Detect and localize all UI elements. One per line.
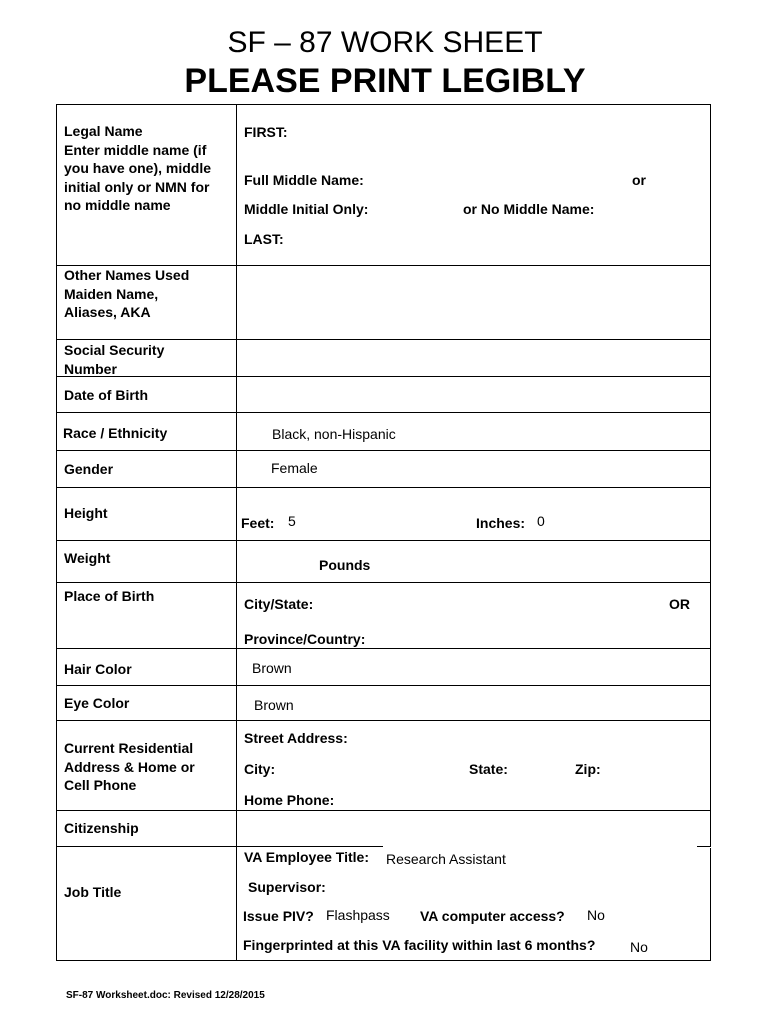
full-middle-name-field[interactable]: Full Middle Name: [244, 172, 364, 188]
citizenship-label: Citizenship [64, 820, 139, 836]
table-border-left [56, 104, 57, 961]
table-border-right-lower [710, 848, 711, 961]
or-label: OR [669, 596, 690, 612]
supervisor-field[interactable]: Supervisor: [248, 879, 326, 895]
race-value[interactable]: Black, non-Hispanic [272, 426, 396, 442]
city-state-field[interactable]: City/State: [244, 596, 314, 612]
zip-field[interactable]: Zip: [575, 761, 601, 777]
eye-color-value[interactable]: Brown [254, 697, 294, 713]
street-address-field[interactable]: Street Address: [244, 730, 348, 746]
middle-initial-field[interactable]: Middle Initial Only: [244, 201, 369, 217]
table-border-bottom [56, 960, 711, 961]
last-name-field[interactable]: LAST: [244, 231, 284, 247]
city-field[interactable]: City: [244, 761, 276, 777]
inches-value[interactable]: 0 [537, 513, 545, 529]
row-line [56, 540, 711, 541]
row-line [56, 685, 711, 686]
row-line [697, 846, 711, 847]
province-country-field[interactable]: Province/Country: [244, 631, 366, 647]
feet-label: Feet: [241, 515, 275, 531]
table-border-right [710, 104, 711, 846]
legal-name-label: Legal Name Enter middle name (if you have one), middle initial only or NMN for no middle name [64, 123, 212, 213]
row-line [56, 450, 711, 451]
dob-label: Date of Birth [64, 387, 148, 403]
height-label: Height [64, 505, 108, 521]
issue-piv-label: Issue PIV? [243, 908, 314, 924]
pounds-field[interactable]: Pounds [319, 557, 371, 573]
fingerprinted-value[interactable]: No [630, 939, 648, 955]
form-title: SF – 87 WORK SHEET [227, 26, 543, 59]
row-line [56, 648, 711, 649]
footer-revision: SF-87 Worksheet.doc: Revised 12/28/2015 [66, 990, 265, 1001]
hair-color-label: Hair Color [64, 661, 132, 677]
row-line [56, 720, 711, 721]
table-column-divider [236, 104, 237, 961]
weight-label: Weight [64, 550, 111, 566]
other-names-label: Other Names Used Maiden Name, Aliases, AKA [64, 267, 190, 320]
no-middle-name-field[interactable]: or No Middle Name: [463, 201, 595, 217]
row-line [56, 487, 711, 488]
or-label: or [632, 172, 646, 188]
issue-piv-value[interactable]: Flashpass [326, 907, 390, 923]
va-employee-title-label: VA Employee Title: [244, 849, 369, 865]
state-field[interactable]: State: [469, 761, 508, 777]
address-label: Current Residential Address & Home or Cell Phone [64, 740, 195, 793]
va-computer-access-value[interactable]: No [587, 907, 605, 923]
row-line [56, 412, 711, 413]
row-line [56, 104, 711, 105]
row-line [56, 582, 711, 583]
ssn-label: Social Security Number [64, 342, 165, 377]
place-of-birth-label: Place of Birth [64, 588, 155, 604]
gender-label: Gender [64, 461, 114, 477]
job-title-label: Job Title [64, 884, 122, 900]
hair-color-value[interactable]: Brown [252, 660, 292, 676]
row-line [56, 846, 383, 847]
row-line [56, 810, 711, 811]
fingerprinted-label: Fingerprinted at this VA facility within last 6 months? [243, 937, 596, 953]
gender-value[interactable]: Female [271, 460, 318, 476]
inches-label: Inches: [476, 515, 526, 531]
first-name-field[interactable]: FIRST: [244, 124, 288, 140]
va-computer-access-label: VA computer access? [420, 908, 565, 924]
feet-value[interactable]: 5 [288, 513, 296, 529]
home-phone-field[interactable]: Home Phone: [244, 792, 335, 808]
form-subtitle: PLEASE PRINT LEGIBLY [184, 62, 586, 100]
row-line [56, 339, 711, 340]
eye-color-label: Eye Color [64, 695, 130, 711]
va-employee-title-value[interactable]: Research Assistant [386, 851, 506, 867]
race-label: Race / Ethnicity [63, 425, 168, 441]
